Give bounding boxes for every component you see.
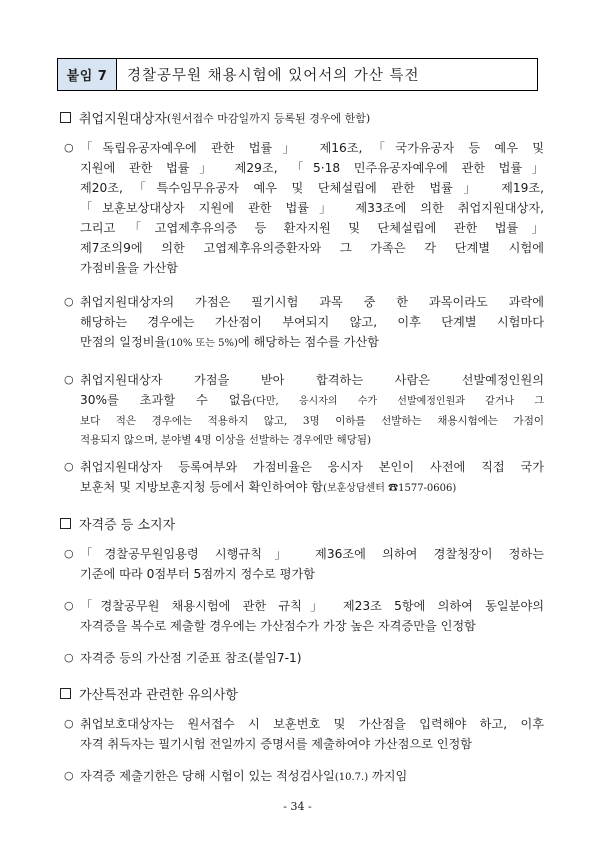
circle-bullet-icon: ○ [64, 460, 74, 473]
circle-bullet-icon: ○ [64, 599, 74, 612]
item-line: 「경찰공무원 채용시험에 관한 규칙」 제23조 5항에 의하여 동일분야의 [80, 599, 544, 613]
item-line: 그리고「고엽제후유의증 등 환자지원 및 단체설립에 관한 법률」 [80, 221, 544, 235]
item-line: 자격 취득자는 필기시험 전일까지 증명서를 제출하여야 가산점으로 인정함 [80, 737, 473, 751]
circle-bullet-icon: ○ [64, 769, 74, 782]
page-title: 경찰공무원 채용시험에 있어서의 가산 특전 [127, 68, 420, 84]
section-heading-note: (원서접수 마감일까지 등록된 경우에 한함) [166, 111, 371, 125]
circle-bullet-icon: ○ [64, 547, 74, 560]
item-line: 제20조,「특수임무유공자 예우 및 단체설립에 관한 법률」 제19조, [80, 181, 544, 195]
item-line: 「보훈보상대상자 지원에 관한 법률」 제33조에 의한 취업지원대상자, [80, 201, 544, 215]
list-item [66, 648, 544, 668]
item-line: 취업지원대상자 등록여부와 가점비율은 응시자 본인이 사전에 직접 국가 [80, 460, 544, 474]
section-heading-notes [60, 684, 238, 703]
circle-bullet-icon: ○ [64, 651, 74, 664]
list-item [66, 292, 544, 354]
item-line: 취업보호대상자는 원서접수 시 보훈번호 및 가산점을 입력해야 하고, 이후 [80, 717, 544, 731]
attachment-label: 붙임 7 [58, 59, 117, 90]
list-item [66, 544, 544, 584]
list-item [66, 766, 544, 788]
item-line: 30%를 초과할 수 없음(다만, 응시자의 수가 선발예정인원과 같거나 그 [80, 393, 545, 407]
item-line: 지원에 관한 법률」 제29조, 「5·18 민주유공자예우에 관한 법률」 [80, 161, 544, 175]
item-line: 기준에 따라 0점부터 5점까지 정수로 평가함 [80, 567, 316, 581]
item-line: 보다 적은 경우에는 적용하지 않고, 3명 이하를 선발하는 채용시험에는 가점이 [80, 415, 544, 427]
title-box [57, 58, 538, 91]
section-heading-text: 취업지원대상자 [79, 112, 167, 127]
section-heading-text: 가산특전과 관련한 유의사항 [79, 688, 238, 703]
item-line: 가점비율을 가산함 [80, 261, 179, 275]
circle-bullet-icon: ○ [64, 717, 74, 730]
list-item [66, 457, 544, 499]
list-item [66, 596, 544, 636]
list-item [66, 370, 544, 450]
section-heading-text: 자격증 등 소지자 [79, 518, 176, 533]
section-heading-veterans [60, 108, 370, 127]
item-line: 자격증을 복수로 제출할 경우에는 가산점수가 가장 높은 자격증만을 인정함 [80, 619, 476, 633]
item-line: 「경찰공무원임용령 시행규칙」 제36조에 의하여 경찰청장이 정하는 [80, 547, 544, 561]
list-item [66, 138, 544, 278]
item-line: 취업지원대상자 가점을 받아 합격하는 사람은 선발예정인원의 [80, 373, 544, 387]
square-bullet-icon [60, 112, 71, 123]
list-item [66, 714, 544, 754]
item-line: 제7조의9에 의한 고엽제후유의증환자와 그 가족은 각 단계별 시험에 [80, 241, 544, 255]
item-line: 「독립유공자예우에 관한 법률」 제16조,「국가유공자 등 예우 및 [80, 141, 544, 155]
circle-bullet-icon: ○ [64, 141, 74, 154]
item-line: 적용되지 않으며, 분야별 4명 이상을 선발하는 경우에만 해당됨) [80, 434, 372, 446]
square-bullet-icon [60, 518, 71, 529]
section-heading-certificates [60, 514, 175, 533]
item-line: 만점의 일정비율(10% 또는 5%)에 해당하는 점수를 가산함 [80, 335, 380, 349]
circle-bullet-icon: ○ [64, 295, 74, 308]
circle-bullet-icon: ○ [64, 373, 74, 386]
item-line: 자격증 등의 가산점 기준표 참조(붙임7-1) [80, 651, 302, 665]
page-number: - 34 - [283, 800, 312, 813]
item-line: 해당하는 경우에는 가산점이 부여되지 않고, 이후 단계별 시험마다 [80, 315, 544, 329]
item-line: 보훈처 및 지방보훈지청 등에서 확인하여야 함(보훈상담센터 ☎1577-0606) [80, 480, 457, 494]
square-bullet-icon [60, 688, 71, 699]
item-line: 취업지원대상자의 가점은 필기시험 과목 중 한 과목이라도 과락에 [80, 295, 544, 309]
item-line: 자격증 제출기한은 당해 시험이 있는 적성검사일(10.7.) 까지임 [80, 769, 408, 783]
